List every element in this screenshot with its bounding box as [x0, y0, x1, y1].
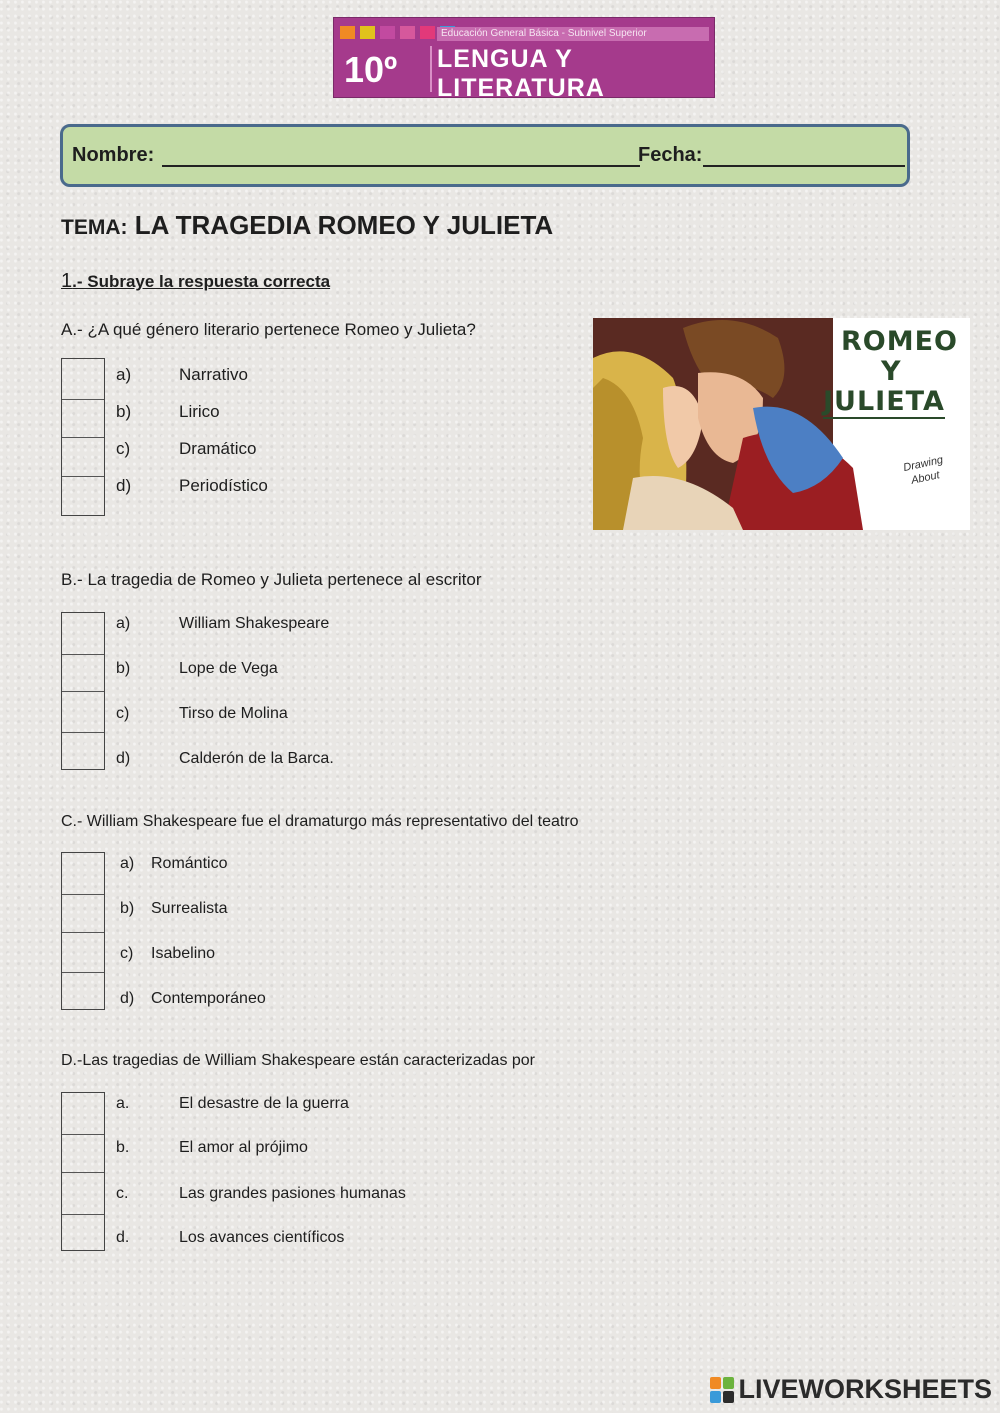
- option-letter: a.: [116, 1095, 130, 1112]
- romeo-juliet-illustration: [593, 318, 970, 530]
- option-letter: d.: [116, 1229, 130, 1246]
- option-letter: b): [120, 900, 135, 917]
- option-letter: d): [116, 750, 131, 767]
- question-c: C.- William Shakespeare fue el dramaturgo más representativo del teatro: [61, 813, 579, 830]
- illustration-title-line3: JULIETA: [823, 386, 945, 417]
- illustration-title-line2: Y: [881, 356, 901, 387]
- option-text[interactable]: Narrativo: [179, 365, 248, 384]
- answer-box[interactable]: [62, 692, 104, 733]
- answer-box[interactable]: [62, 359, 104, 400]
- liveworksheets-logo: [710, 1374, 992, 1405]
- answer-box[interactable]: [62, 613, 104, 655]
- answer-box[interactable]: [62, 1215, 104, 1250]
- answer-box[interactable]: [62, 895, 104, 933]
- color-square: [420, 26, 435, 39]
- liveworksheets-wordmark: LIVEWORKSHEETS: [738, 1374, 992, 1404]
- answer-boxes-d: [61, 1092, 105, 1251]
- color-square: [360, 26, 375, 39]
- option-text[interactable]: Lirico: [179, 402, 220, 421]
- answer-box[interactable]: [62, 1135, 104, 1173]
- banner-subtitle: Educación General Básica - Subnivel Superior: [437, 27, 709, 41]
- option-text[interactable]: Las grandes pasiones humanas: [179, 1185, 406, 1202]
- option-text[interactable]: Isabelino: [151, 945, 216, 962]
- question-b: B.- La tragedia de Romeo y Julieta pertenece al escritor: [61, 570, 482, 589]
- option-letter: c): [116, 705, 130, 722]
- answer-box[interactable]: [62, 400, 104, 438]
- liveworksheets-icon: [710, 1377, 734, 1403]
- option-letter: b.: [116, 1139, 130, 1156]
- answer-boxes-c: [61, 852, 105, 1010]
- option-text[interactable]: Calderón de la Barca.: [179, 750, 334, 767]
- option-letter: a): [116, 365, 132, 384]
- option-text[interactable]: El desastre de la guerra: [179, 1095, 349, 1112]
- answer-box[interactable]: [62, 853, 104, 895]
- subject-banner: [333, 17, 715, 102]
- option-letter: c): [120, 945, 134, 962]
- option-text[interactable]: Dramático: [179, 439, 257, 458]
- option-letter: a): [116, 615, 131, 632]
- topic-prefix: TEMA:: [61, 216, 128, 239]
- answer-boxes-b: [61, 612, 105, 770]
- date-field-line[interactable]: [703, 165, 905, 167]
- topic-heading: [61, 210, 553, 241]
- subject-title-line2: LITERATURA: [437, 74, 605, 102]
- color-square: [380, 26, 395, 39]
- option-letter: c): [116, 439, 131, 458]
- option-letter: d): [116, 476, 132, 495]
- name-date-box: [60, 124, 910, 187]
- option-text[interactable]: Surrealista: [151, 900, 228, 917]
- subject-title-line1: LENGUA Y: [437, 45, 573, 73]
- banner-divider: [430, 46, 432, 92]
- question-d: D.-Las tragedias de William Shakespeare están caracterizadas por: [61, 1052, 536, 1069]
- option-text[interactable]: Periodístico: [179, 476, 268, 495]
- instruction: [61, 270, 330, 293]
- illustration-title-line1: ROMEO: [841, 326, 959, 357]
- answer-box[interactable]: [62, 1173, 104, 1215]
- answer-boxes-a: [61, 358, 105, 516]
- question-a: A.- ¿A qué género literario pertenece Romeo y Julieta?: [61, 320, 476, 339]
- date-label: Fecha:: [638, 144, 703, 166]
- color-square: [400, 26, 415, 39]
- name-field-line[interactable]: [162, 165, 640, 167]
- instruction-number: 1: [61, 270, 73, 292]
- signature-line2: About: [910, 469, 941, 487]
- grade-label: 10º: [344, 49, 398, 90]
- option-letter: b): [116, 660, 131, 677]
- option-text[interactable]: Lope de Vega: [179, 660, 278, 677]
- color-square: [340, 26, 355, 39]
- option-text[interactable]: Contemporáneo: [151, 990, 266, 1007]
- name-label: Nombre:: [72, 144, 155, 166]
- answer-box[interactable]: [62, 438, 104, 477]
- option-text[interactable]: Los avances científicos: [179, 1229, 345, 1246]
- option-text[interactable]: William Shakespeare: [179, 615, 330, 632]
- answer-box[interactable]: [62, 973, 104, 1009]
- option-letter: c.: [116, 1185, 129, 1202]
- option-text[interactable]: Romántico: [151, 855, 228, 872]
- signature-line1: Drawing: [902, 453, 945, 475]
- topic-title: LA TRAGEDIA ROMEO Y JULIETA: [134, 210, 554, 240]
- answer-box[interactable]: [62, 933, 104, 973]
- option-letter: a): [120, 855, 135, 872]
- option-letter: b): [116, 402, 132, 421]
- option-letter: d): [120, 990, 135, 1007]
- answer-box[interactable]: [62, 1093, 104, 1135]
- option-text[interactable]: El amor al prójimo: [179, 1139, 308, 1156]
- answer-box[interactable]: [62, 477, 104, 515]
- option-text[interactable]: Tirso de Molina: [179, 705, 288, 722]
- answer-box[interactable]: [62, 733, 104, 769]
- answer-box[interactable]: [62, 655, 104, 692]
- instruction-text: .- Subraye la respuesta correcta: [72, 272, 331, 291]
